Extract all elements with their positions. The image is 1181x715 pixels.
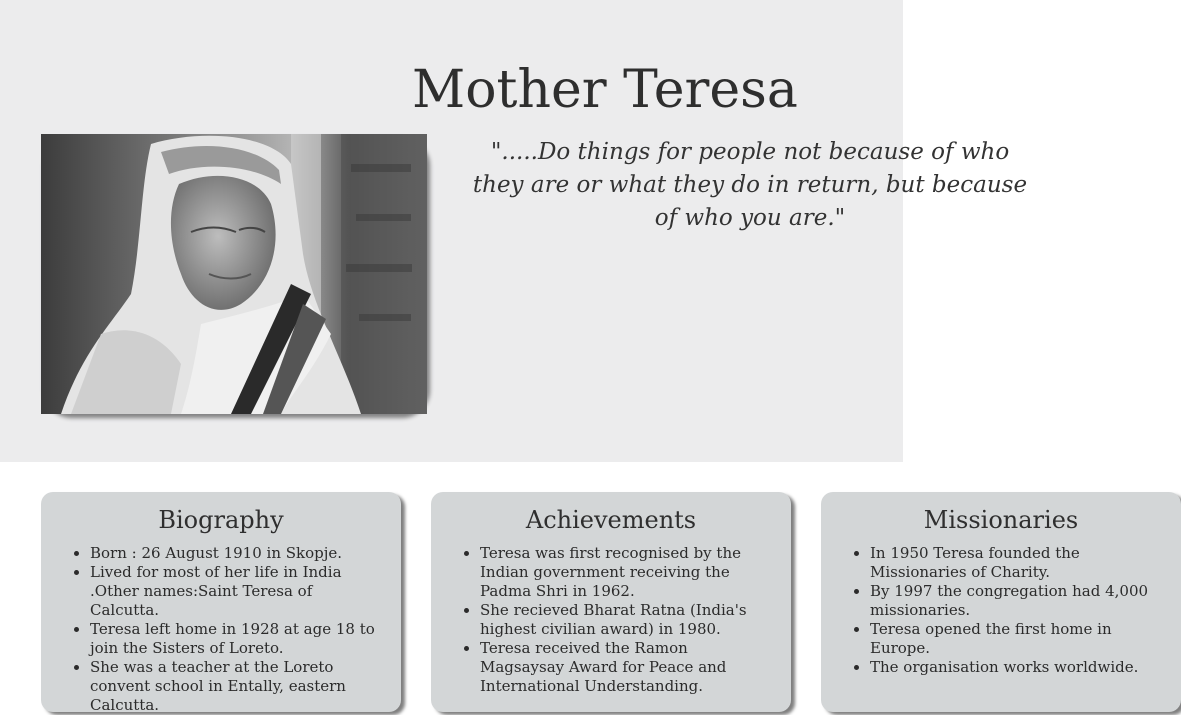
biography-heading: Biography <box>158 506 284 534</box>
achievements-heading: Achievements <box>525 506 697 534</box>
list-item: • Teresa received the Ramon Magsaysay Award for Peace and International Understanding. <box>480 639 773 696</box>
portrait-image <box>41 134 427 414</box>
list-item: • She recieved Bharat Ratna (India's highest civilian award) in 1980. <box>480 601 773 639</box>
list-item: • Teresa left home in 1928 at age 18 to join the Sisters of Loreto. <box>90 620 383 658</box>
achievements-card <box>431 492 791 712</box>
list-item: • Lived for most of her life in India .Other names:Saint Teresa of Calcutta. <box>90 563 383 620</box>
quote-text: ".....Do things for people not because of who they are or what they do in return, but because of who you are." <box>472 139 1028 231</box>
list-item: • Born : 26 August 1910 in Skopje. <box>90 544 383 563</box>
list-item: • In 1950 Teresa founded the Missionaries of Charity. <box>870 544 1163 582</box>
missionaries-card <box>821 492 1181 712</box>
list-item: • Teresa was first recognised by the Indian government receiving the Padma Shri in 1962. <box>480 544 773 601</box>
list-item: • Teresa opened the first home in Europe. <box>870 620 1163 658</box>
list-item: • By 1997 the congregation had 4,000 missionaries. <box>870 582 1163 620</box>
biography-card <box>41 492 401 712</box>
missionaries-list <box>821 544 1181 677</box>
page-title: Mother Teresa <box>412 60 798 120</box>
missionaries-heading: Missionaries <box>923 506 1079 534</box>
achievements-list <box>431 544 791 696</box>
list-item: • The organisation works worldwide. <box>870 658 1163 677</box>
list-item: • She was a teacher at the Loreto convent school in Entally, eastern Calcutta. <box>90 658 383 715</box>
biography-list <box>41 544 401 715</box>
